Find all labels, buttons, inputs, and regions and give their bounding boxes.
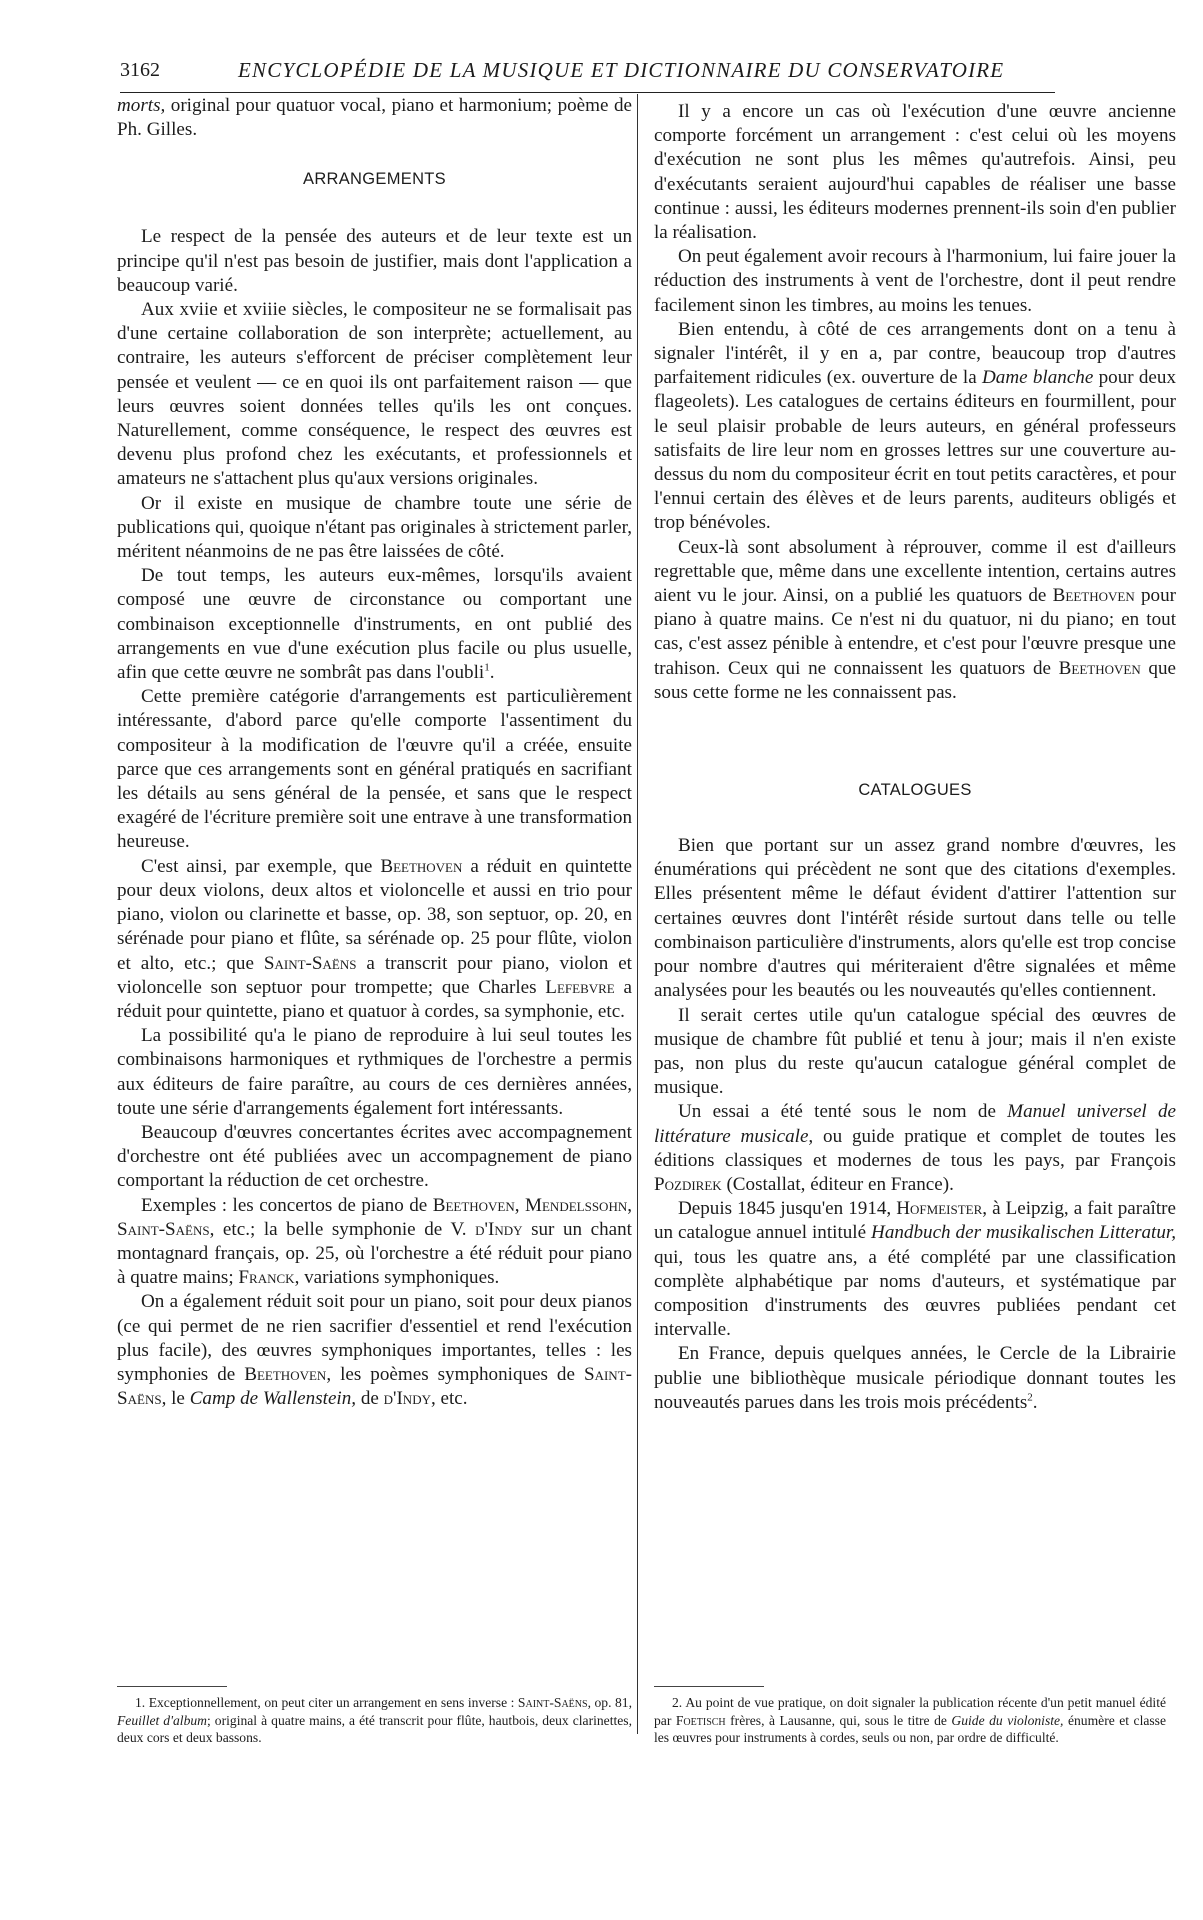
publisher-name: Hofmeister — [896, 1198, 983, 1220]
composer-name: Beethoven — [380, 855, 463, 877]
paragraph: La possibilité qu'a le piano de reproduire à lui seul toutes les combinaisons harmoniques et rythmiques de l'orchestre a permis aux éditeurs de faire paraître, au cours de ces dernières années, toute une série d'arrangements également fort intéressants. — [117, 1025, 632, 1119]
footnote-2: 2. Au point de vue pratique, on doit signaler la publication récente d'un petit manuel édité par Foetisch frères, à Lausanne, qui, sous le titre de Guide du violoniste, énumère et classe les œuvres pour instruments à cordes, seuls ou non, par ordre de difficulté. — [654, 1695, 1167, 1745]
work-title: Manuel universel de littérature musicale, — [654, 1101, 1176, 1147]
author-name: Pozdirek — [654, 1173, 722, 1195]
paragraph: Aux xviie et xviiie siècles, le compositeur ne se formalisait pas d'une certaine collaboration de son interprète; actuellement, au contraire, les auteurs s'efforcent de préciser complètement leur pensée et veulent — ce en quoi ils ont parfaitement raison — que leurs œuvres soient données telles qu'ils les ont conçues. Naturellement, comme conséquence, le respect des œuvres est devenu plus profond chez les exécutants, et professionnels et amateurs ne s'attachent plus qu'aux versions originales. — [117, 299, 632, 490]
paragraph: Ceux-là sont absolument à réprouver, comme il est d'ailleurs regrettable que, même dans une excellente intention, certains autres aient vu le jour. Ainsi, on a publié les quatuors de Beethoven pour piano à quatre mains. Ce n'est ni du quatuor, ni du piano; en tout cas, c'est assez pénible à entendre, et c'est pour l'œuvre presque une trahison. Ceux qui ne connaissent les quatuors de Beethoven que sous cette forme ne les connaissent pas. — [654, 536, 1176, 703]
composer-name: Mendelssohn — [525, 1194, 628, 1216]
paragraph: Or il existe en musique de chambre toute une série de publications qui, quoique n'étant pas originales à strictement parler, méritent néanmoins de ne pas être laissées de côté. — [117, 492, 632, 563]
composer-name: Saint-Saëns — [117, 1218, 210, 1240]
heading-catalogues: CATALOGUES — [858, 781, 972, 800]
footnote-1: 1. Exceptionnellement, on peut citer un arrangement en sens inverse : Saint-Saëns, op. 81, Feuillet d'album; original à quatre mains, a été transcrit pour flûte, hautbois, deux clarinettes, deux cors et deux bassons. — [117, 1695, 632, 1745]
paragraph: Bien entendu, à côté de ces arrangements dont on a tenu à signaler l'intérêt, il y en a, par contre, beaucoup trop d'autres parfaitement ridicules (ex. ouverture de la Dame blanche pour deux flageolets). Les catalogues de certains éditeurs en fourmillent, pour le seul plaisir probable de leurs auteurs, en général professeurs satisfaits de lire leur nom en grosses lettres sur une couverture au-dessus du nom du compositeur écrit en tout petits caractères, et pour l'ennui certain des élèves et de leurs parents, auditeurs obligés et trop bénévoles. — [654, 318, 1176, 534]
paragraph: On a également réduit soit pour un piano, soit pour deux pianos (ce qui permet de ne rien sacrifier d'essentiel et rend l'exécution plus facile), des œuvres symphoniques importantes, telles : les symphonies de Beethoven, les poèmes symphoniques de Saint-Saëns, le Camp de Wallenstein, de d'Indy, etc. — [117, 1291, 632, 1410]
page-header — [120, 56, 1055, 93]
composer-name: d'Indy — [475, 1218, 523, 1240]
composer-name: Beethoven — [1058, 657, 1141, 679]
paragraph: On peut également avoir recours à l'harmonium, lui faire jouer la réduction des instruments à vent de l'orchestre, dont il peut rendre facilement sinon les timbres, au moins les tenues. — [654, 246, 1176, 316]
intro-italic: morts, — [117, 95, 166, 116]
paragraph: De tout temps, les auteurs eux-mêmes, lorsqu'ils avaient composé une œuvre de circonstance ou comportant une combinaison exceptionnelle d'instruments, en ont publié des arrangements en vue d'une exécution plus facile ou plus usuelle, afin que cette œuvre ne sombrât pas dans l'oubli$^1$. — [117, 565, 632, 684]
running-title: ENCYCLOPÉDIE DE LA MUSIQUE ET DICTIONNAIRE DU CONSERVATOIRE — [238, 58, 1005, 82]
paragraph: Beaucoup d'œuvres concertantes écrites avec accompagnement d'orchestre ont été publiées avec un accompagnement de piano comportant la réduction de cet orchestre. — [117, 1121, 632, 1192]
composer-name: d'Indy — [383, 1388, 431, 1410]
footnote-ref[interactable]: 2 — [1027, 1391, 1033, 1404]
work-title: Handbuch der musikalischen Litteratur, — [871, 1222, 1177, 1244]
composer-name: Beethoven — [432, 1194, 515, 1216]
paragraph: Un essai a été tenté sous le nom de Manuel universel de littérature musicale, ou guide pratique et complet de toutes les éditions classiques et modernes de tous les pays, par François Pozdirek (Costallat, éditeur en France). — [654, 1101, 1177, 1195]
paragraph: C'est ainsi, par exemple, que Beethoven a réduit en quintette pour deux violons, deux altos et violoncelle et aussi en trio pour piano, violon ou clarinette et basse, op. 38, son septuor, op. 20, en sérénade pour piano et flûte, sa sérénade op. 25 pour flûte, violon et alto, etc.; que Saint-Saëns a transcrit pour piano, violon et violoncelle son septuor pour trompette; que Charles Lefebvre a réduit pour quintette, piano et quatuor à cordes, sa symphonie, etc. — [117, 855, 632, 1022]
footnote-rule — [654, 1686, 764, 1687]
page-number: 3162 — [120, 59, 160, 81]
composer-name: Lefebvre — [545, 976, 615, 998]
composer-name: Saint-Saëns — [263, 952, 357, 974]
work-title: Dame blanche — [982, 367, 1094, 389]
paragraph: En France, depuis quelques années, le Cercle de la Librairie publie une bibliothèque musicale périodique donnant toutes les nouveautés parues dans les trois mois précédents$^2$. — [654, 1343, 1176, 1413]
paragraph: Bien que portant sur un assez grand nombre d'œuvres, les énumérations qui précèdent ne sont que des citations d'exemples. Elles présentent même le défaut évident d'attirer l'attention sur certaines œuvres dont l'intérêt réside surtout dans telle ou telle combinaison particulière d'instruments, alors qu'elle est trop concise pour nombre d'autres qui mériteraient d'être signalées et même analysées pour les beautés ou les nouveautés qu'elles contiennent. — [654, 835, 1176, 1002]
paragraph: Exemples : les concertos de piano de Beethoven, Mendelssohn, Saint-Saëns, etc.; la belle symphonie de V. d'Indy sur un chant montagnard français, op. 25, où l'orchestre a été réduit pour piano à quatre mains; Franck, variations symphoniques. — [117, 1194, 632, 1289]
heading-arrangements: ARRANGEMENTS — [303, 170, 446, 189]
right-column — [654, 100, 1176, 1415]
work-title: Camp de Wallenstein, — [189, 1388, 357, 1410]
footnote-rule — [117, 1686, 227, 1687]
composer-name: Franck — [238, 1267, 295, 1289]
composer-name: Beethoven — [244, 1363, 327, 1385]
composer-name: Beethoven — [1052, 585, 1135, 607]
paragraph: Il y a encore un cas où l'exécution d'une œuvre ancienne comporte forcément un arrangement : c'est celui où les moyens d'exécution ne sont plus les mêmes qu'autrefois. Ainsi, peu d'exécutants seraient aujourd'hui capables de réaliser une basse continue : aussi, les éditeurs modernes prennent-ils soin d'en publier la réalisation. — [654, 101, 1176, 244]
paragraph: Depuis 1845 jusqu'en 1914, Hofmeister, à Leipzig, a fait paraître un catalogue annuel intitulé Handbuch der musikalischen Litteratur, qui, tous les quatre ans, a été complété par une classification complète alphabétique par noms d'auteurs, et systématique par composition d'instruments des œuvres publiées pendant cet intervalle. — [654, 1198, 1177, 1341]
paragraph: Le respect de la pensée des auteurs et de leur texte est un principe qu'il n'est pas besoin de justifier, mais dont l'application a beaucoup varié. — [117, 226, 632, 296]
left-column — [117, 94, 632, 1411]
intro-paragraph: morts, original pour quatuor vocal, piano et harmonium; poème de Ph. Gilles. — [117, 95, 632, 141]
column-divider — [637, 94, 638, 1734]
composer-name: Saint-Saëns — [117, 1363, 632, 1410]
paragraph: Cette première catégorie d'arrangements est particulièrement intéressante, d'abord parce qu'elle comporte l'assentiment du compositeur à la modification de l'œuvre qu'il a créée, ensuite parce que ces arrangements sont en général pratiqués en sacrifiant les détails au sens général de la pensée, et sans que le respect exagéré de l'écriture première soit une entrave à une transformation heureuse. — [117, 686, 633, 853]
footnote-ref[interactable]: 1 — [484, 661, 490, 674]
paragraph: Il serait certes utile qu'un catalogue spécial des œuvres de musique de chambre fût publié et tenu à jour; mais il n'en existe pas, non plus du reste qu'aucun catalogue général complet de musique. — [654, 1004, 1176, 1099]
